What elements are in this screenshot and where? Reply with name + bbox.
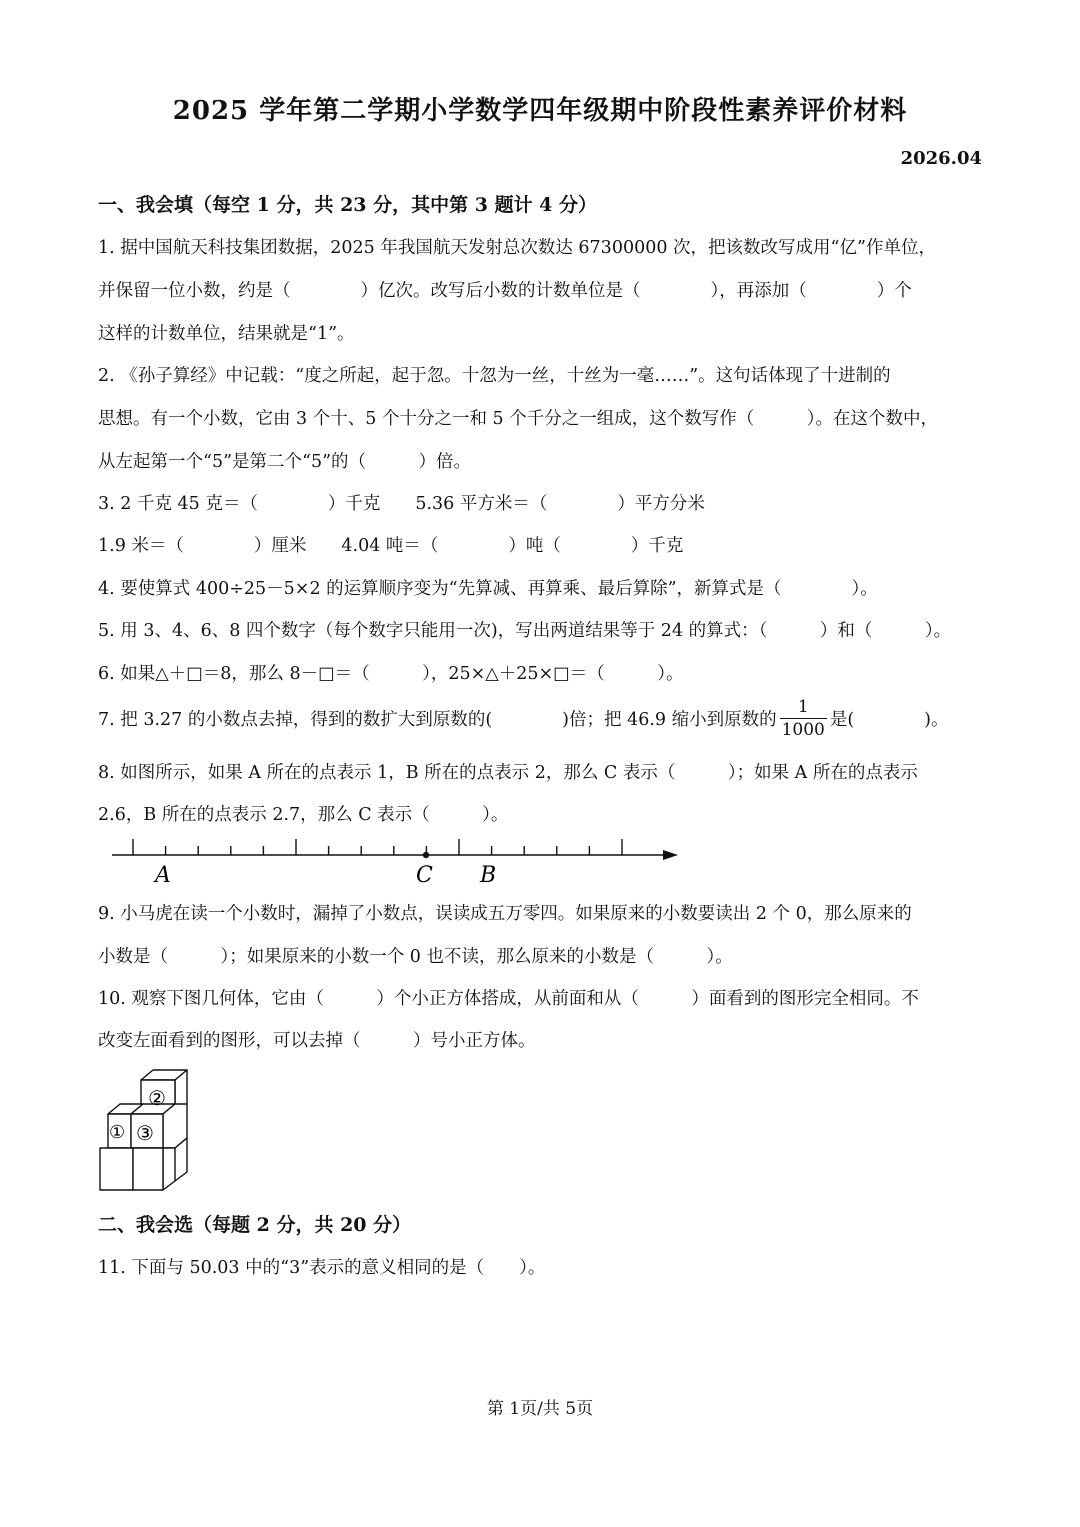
- cube-label-1: ①: [109, 1122, 126, 1143]
- cube-label-2: ②: [148, 1086, 166, 1110]
- number-line-figure: [100, 830, 700, 892]
- q7: [98, 696, 949, 742]
- label-b: B: [480, 863, 497, 888]
- q2-line-1: 2. 《孙子算经》中记载：“度之所起，起于忽。十忽为一丝，十丝为一毫……”。这句话体现了十进制的: [98, 366, 891, 386]
- q10-line-1: 10. 观察下图几何体，它由（ ）个小正方体搭成，从前面和从（ ）面看到的图形完全相同。不: [98, 989, 919, 1009]
- cube-label-3: ③: [136, 1121, 154, 1145]
- point-c-dot: [423, 852, 429, 858]
- q3-line-2: 1.9 米＝（ ）厘米 4.04 吨＝（ ）吨（ ）千克: [98, 536, 684, 556]
- q2-line-2: 思想。有一个小数，它由 3 个十、5 个十分之一和 5 个千分之一组成，这个数写作（ ）。在这个数中，: [98, 409, 938, 429]
- q5: 5. 用 3、4、6、8 四个数字（每个数字只能用一次)，写出两道结果等于 24 的算式：（ ）和（ ）。: [98, 621, 952, 641]
- cube-stack-figure: [96, 1064, 196, 1194]
- q7-fraction-numerator: 1: [780, 696, 827, 719]
- q1-line-2: 并保留一位小数，约是（ ）亿次。改写后小数的计数单位是（ ），再添加（ ）个: [98, 281, 912, 301]
- q2-line-3: 从左起第一个“5”是第二个“5”的（ ）倍。: [98, 452, 472, 472]
- cube-bottom-right: [133, 1148, 163, 1190]
- section-2-heading: 二、我会选（每题 2 分，共 20 分）: [98, 1214, 412, 1236]
- q8-line-2: 2.6，B 所在的点表示 2.7，那么 C 表示（ ）。: [98, 805, 509, 825]
- q7-text-before: 7. 把 3.27 的小数点去掉，得到的数扩大到原数的( )倍；把 46.9 缩小到原数的: [98, 710, 777, 730]
- exam-date: 2026.04: [900, 148, 982, 169]
- q3-line-1: 3. 2 千克 45 克＝（ ）千克 5.36 平方米＝（ ）平方分米: [98, 494, 705, 514]
- page-footer: 第 1页/共 5页: [486, 1399, 594, 1419]
- q6: 6. 如果△＋□＝8，那么 8－□＝（ ），25×△＋25×□＝（ ）。: [98, 664, 684, 684]
- q7-text-after: 是( )。: [829, 710, 949, 730]
- label-a: A: [155, 863, 171, 888]
- q8-line-1: 8. 如图所示，如果 A 所在的点表示 1，B 所在的点表示 2，那么 C 表示（ ）；如果 A 所在的点表示: [98, 763, 918, 783]
- q9-line-1: 9. 小马虎在读一个小数时，漏掉了小数点，误读成五万零四。如果原来的小数要读出 2 个 0，那么原来的: [98, 904, 912, 924]
- q11: 11. 下面与 50.03 中的“3”表示的意义相同的是（ ）。: [98, 1258, 546, 1278]
- section-1-heading: 一、我会填（每空 1 分，共 23 分，其中第 3 题计 4 分）: [98, 194, 598, 216]
- page-title: 2025 学年第二学期小学数学四年级期中阶段性素养评价材料: [172, 96, 908, 126]
- number-line-ticks: [133, 839, 622, 855]
- q4: 4. 要使算式 400÷25－5×2 的运算顺序变为“先算减、再算乘、最后算除”，新算式是（ ）。: [98, 579, 878, 599]
- q1-line-3: 这样的计数单位，结果就是“1”。: [98, 324, 355, 344]
- q1-line-1: 1. 据中国航天科技集团数据，2025 年我国航天发射总次数达 67300000 次，把该数改写成用“亿”作单位，: [98, 238, 936, 258]
- q9-line-2: 小数是（ ）；如果原来的小数一个 0 也不读，那么原来的小数是（ ）。: [98, 947, 733, 967]
- number-line-arrowhead: [663, 850, 678, 860]
- q7-fraction-denominator: 1000: [781, 720, 825, 740]
- q10-line-2: 改变左面看到的图形，可以去掉（ ）号小正方体。: [98, 1031, 536, 1051]
- label-c: C: [416, 863, 433, 888]
- q7-fraction: [780, 696, 827, 741]
- cube-bottom-left: [100, 1148, 133, 1190]
